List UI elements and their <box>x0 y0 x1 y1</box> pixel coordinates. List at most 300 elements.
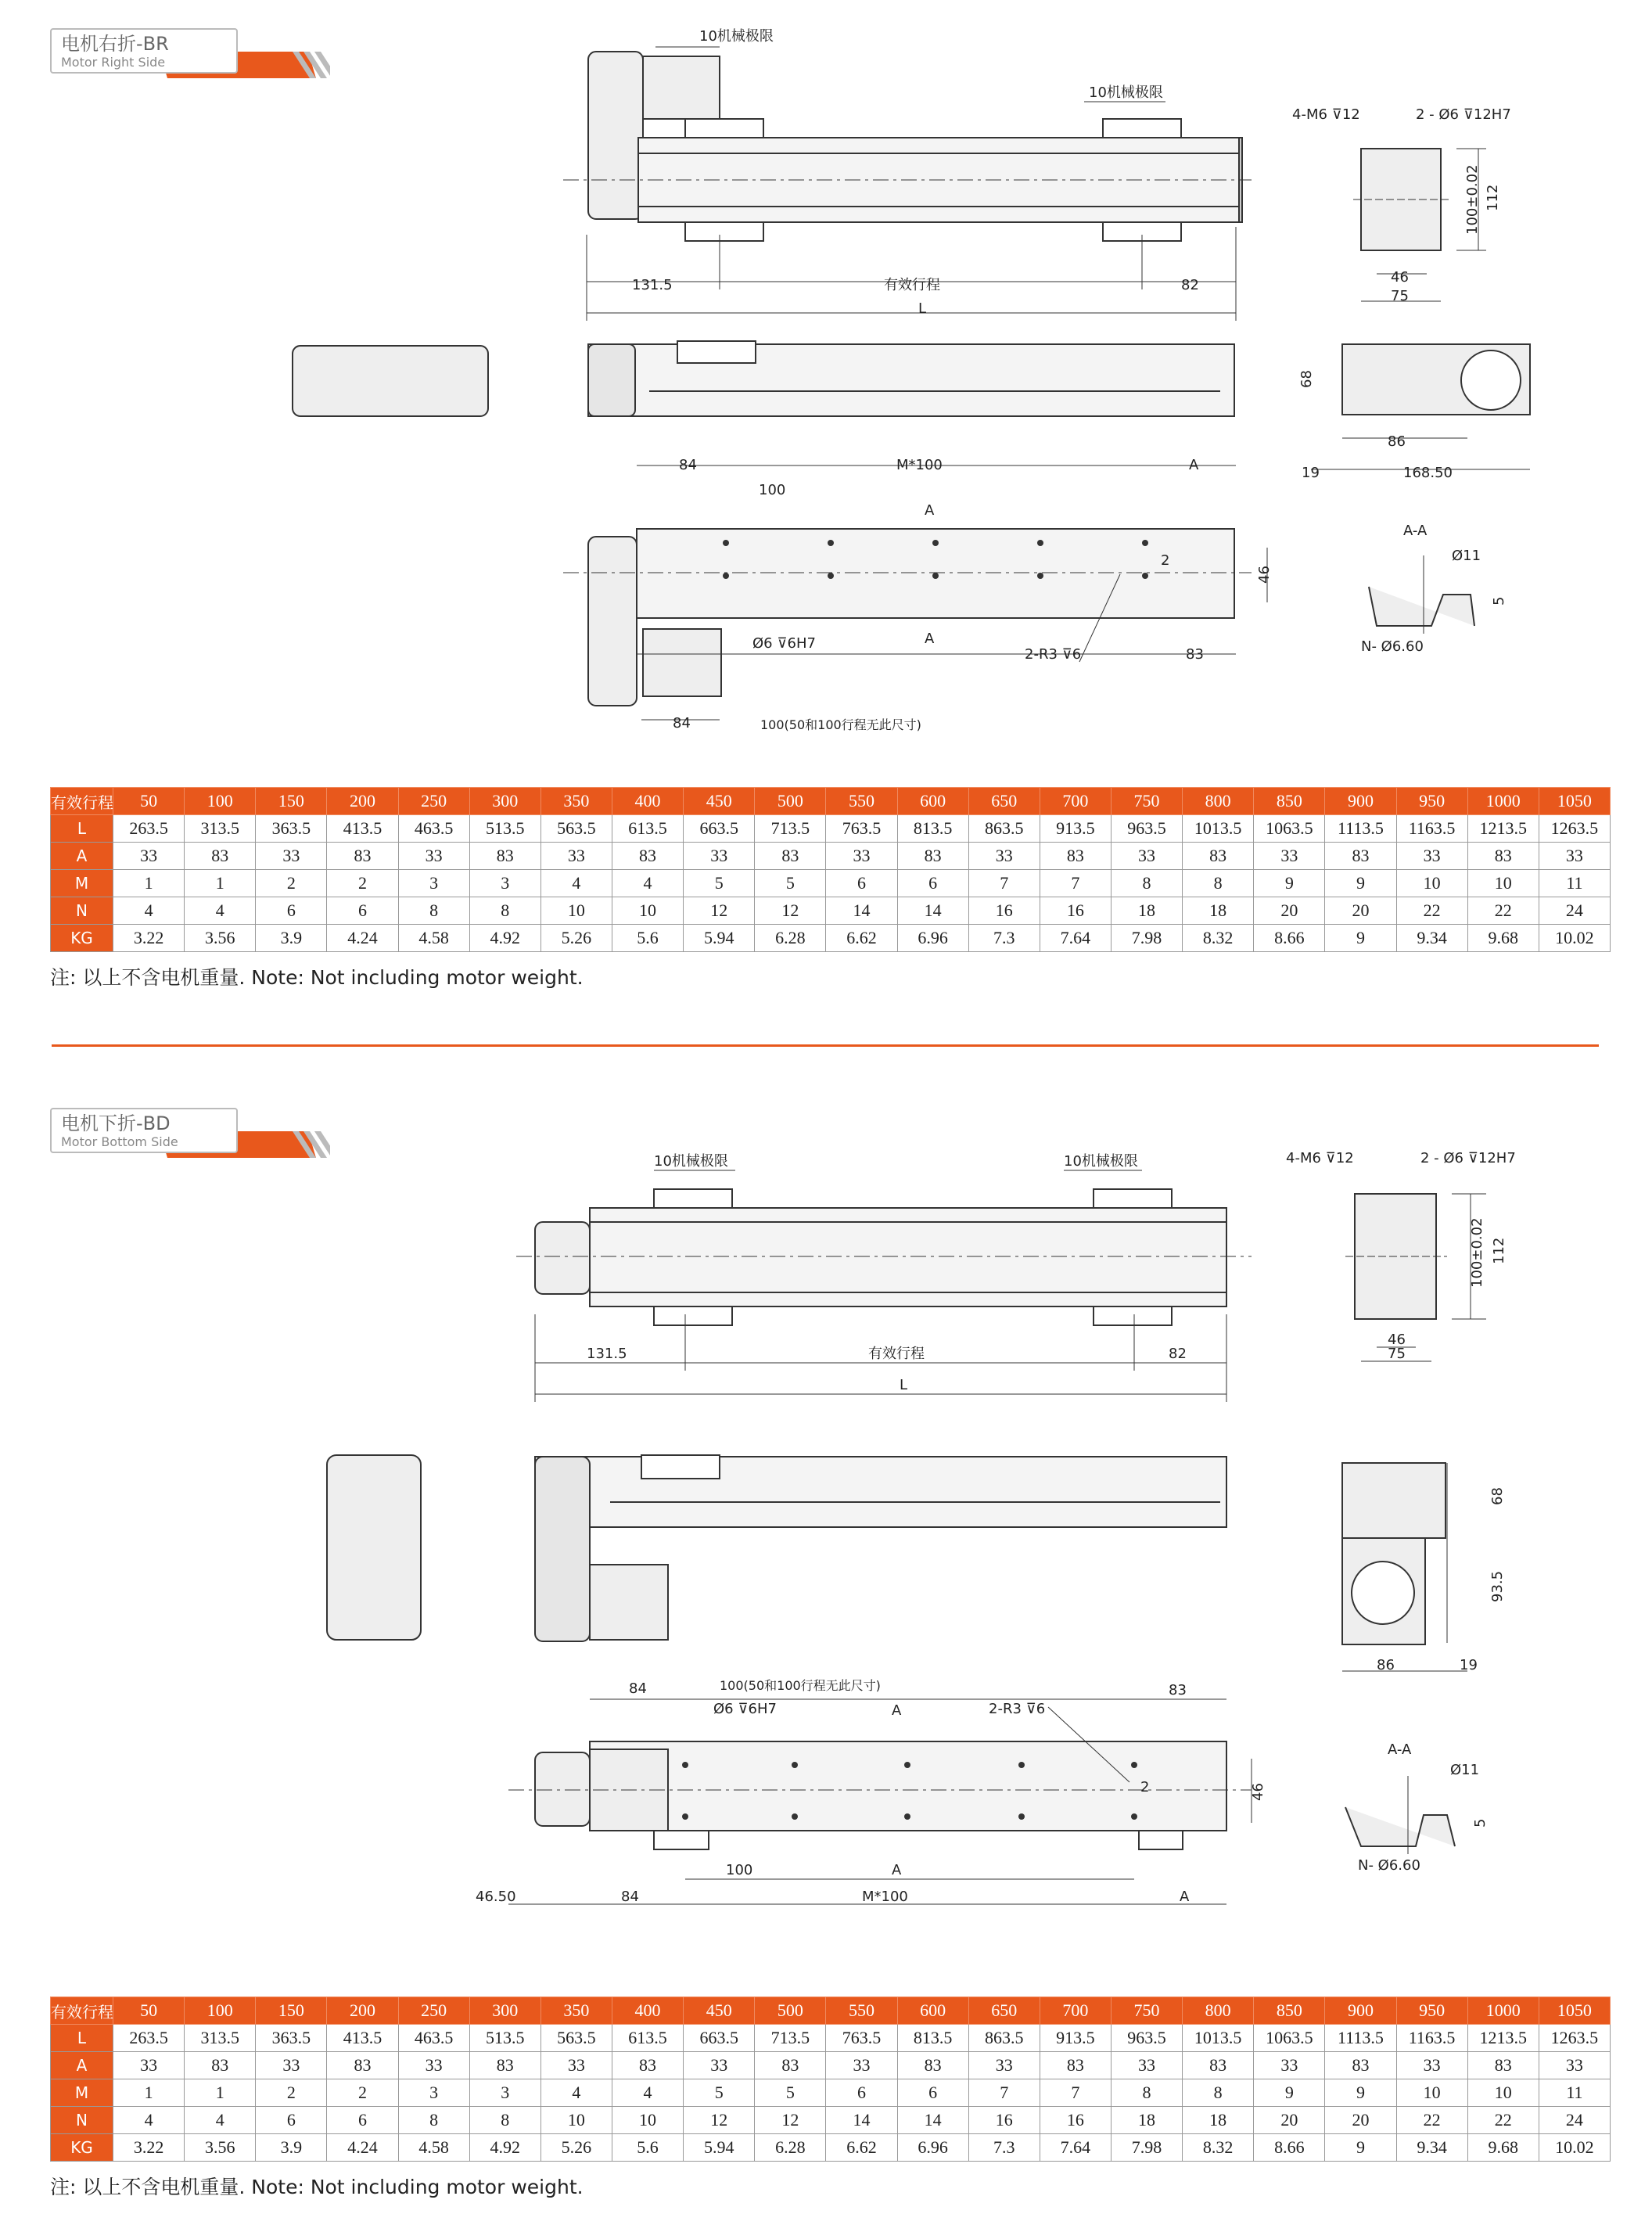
table-row <box>51 843 1611 870</box>
table-cell: 1063.5 <box>1254 2025 1325 2052</box>
table-cell: 33 <box>684 843 755 870</box>
label-m6: 4-M6 ⊽12 <box>1292 106 1360 123</box>
table-cell: 613.5 <box>612 2025 683 2052</box>
table-row-label: L <box>51 815 113 843</box>
table-cell: 7 <box>1040 870 1111 897</box>
table-cell: 83 <box>327 843 398 870</box>
table-header-stroke: 250 <box>398 1997 469 2025</box>
dim-5: 5 <box>1472 1818 1489 1828</box>
table-cell: 1113.5 <box>1325 815 1396 843</box>
dim-46: 46 <box>1391 269 1409 286</box>
table-cell: 10 <box>1396 2079 1467 2107</box>
table-cell: 7.64 <box>1040 2134 1111 2162</box>
table-cell: 7.98 <box>1111 925 1182 952</box>
table-header-stroke: 650 <box>968 788 1040 815</box>
table-cell: 713.5 <box>755 815 826 843</box>
dim-100-tol: 100±0.02 <box>1464 164 1481 235</box>
table-cell: 83 <box>1325 843 1396 870</box>
dim-86: 86 <box>1377 1657 1395 1673</box>
label-r3: 2-R3 ⊽6 <box>1025 646 1082 663</box>
table-cell: 22 <box>1467 897 1539 925</box>
table-cell: 33 <box>826 843 897 870</box>
dim-168: 168.50 <box>1403 465 1453 481</box>
table-cell: 8 <box>1111 2079 1182 2107</box>
table-cell: 8.66 <box>1254 925 1325 952</box>
table-cell: 8 <box>398 897 469 925</box>
table-cell: 33 <box>968 2052 1040 2079</box>
table-cell: 16 <box>1040 2107 1111 2134</box>
table-header-stroke: 200 <box>327 788 398 815</box>
table-cell: 24 <box>1539 2107 1610 2134</box>
drawing-br <box>0 0 1652 782</box>
table-header-stroke: 350 <box>540 788 612 815</box>
table-row <box>51 870 1611 897</box>
table-header-stroke: 300 <box>469 1997 540 2025</box>
table-cell: 4.24 <box>327 925 398 952</box>
table-cell: 9.34 <box>1396 2134 1467 2162</box>
table-cell: 1013.5 <box>1183 815 1254 843</box>
dim-93-5: 93.5 <box>1489 1570 1506 1602</box>
table-cell: 2 <box>327 2079 398 2107</box>
table-header-stroke: 500 <box>755 1997 826 2025</box>
table-cell: 9.34 <box>1396 925 1467 952</box>
table-cell: 8.32 <box>1183 2134 1254 2162</box>
table-cell: 813.5 <box>897 2025 968 2052</box>
label-aa: A-A <box>1388 1741 1412 1758</box>
table-header-row <box>51 788 1611 815</box>
table-cell: 6.62 <box>826 2134 897 2162</box>
spec-table-bd <box>50 1997 1611 2162</box>
table-cell: 5 <box>755 870 826 897</box>
table-cell: 1263.5 <box>1539 2025 1610 2052</box>
table-cell: 7.98 <box>1111 2134 1182 2162</box>
table-cell: 83 <box>612 2052 683 2079</box>
dim-2: 2 <box>1161 552 1170 569</box>
note-100: 100(50和100行程无此尺寸) <box>760 717 921 732</box>
table-cell: 5 <box>684 870 755 897</box>
table-cell: 3.22 <box>113 925 185 952</box>
table-cell: 33 <box>113 843 185 870</box>
table-header-stroke: 100 <box>185 1997 256 2025</box>
table-cell: 83 <box>327 2052 398 2079</box>
table-cell: 14 <box>897 897 968 925</box>
table-cell: 763.5 <box>826 815 897 843</box>
table-cell: 8 <box>469 897 540 925</box>
section-divider <box>52 1044 1599 1047</box>
table-header-stroke: 750 <box>1111 1997 1182 2025</box>
label-limit-right: 10机械极限 <box>1064 1153 1138 1170</box>
dim-82: 82 <box>1169 1346 1187 1362</box>
table-cell: 4 <box>612 870 683 897</box>
table-cell: 7 <box>968 870 1040 897</box>
table-cell: 83 <box>185 2052 256 2079</box>
table-cell: 3.56 <box>185 2134 256 2162</box>
table-cell: 8.66 <box>1254 2134 1325 2162</box>
table-header-stroke: 150 <box>256 1997 327 2025</box>
dim-19: 19 <box>1302 465 1320 481</box>
dim-68: 68 <box>1298 370 1315 388</box>
dim-75: 75 <box>1391 288 1409 304</box>
badge-box <box>50 1108 238 1153</box>
table-cell: 1 <box>185 870 256 897</box>
table-cell: 963.5 <box>1111 815 1182 843</box>
table-cell: 22 <box>1396 2107 1467 2134</box>
table-cell: 2 <box>327 870 398 897</box>
table-cell: 16 <box>968 897 1040 925</box>
table-cell: 863.5 <box>968 815 1040 843</box>
dim-82: 82 <box>1181 277 1199 293</box>
table-header-stroke: 400 <box>612 788 683 815</box>
table-cell: 663.5 <box>684 2025 755 2052</box>
table-header-stroke: 800 <box>1183 788 1254 815</box>
table-row-label: A <box>51 2052 113 2079</box>
table-cell: 18 <box>1183 897 1254 925</box>
dim-5: 5 <box>1491 596 1507 606</box>
table-cell: 4.24 <box>327 2134 398 2162</box>
table-header-stroke: 200 <box>327 1997 398 2025</box>
table-cell: 563.5 <box>540 2025 612 2052</box>
dim-stroke: 有效行程 <box>884 277 940 293</box>
table-cell: 463.5 <box>398 2025 469 2052</box>
dim-L: L <box>900 1377 908 1393</box>
table-cell: 3 <box>398 2079 469 2107</box>
table-cell: 263.5 <box>113 2025 185 2052</box>
table-header-stroke: 250 <box>398 788 469 815</box>
table-cell: 33 <box>1111 2052 1182 2079</box>
label-r3: 2-R3 ⊽6 <box>989 1701 1046 1717</box>
dim-19: 19 <box>1460 1657 1478 1673</box>
table-cell: 33 <box>398 843 469 870</box>
table-header-stroke: 550 <box>826 788 897 815</box>
table-cell: 363.5 <box>256 2025 327 2052</box>
table-cell: 513.5 <box>469 815 540 843</box>
table-row <box>51 2052 1611 2079</box>
table-cell: 9 <box>1254 2079 1325 2107</box>
table-cell: 2 <box>256 2079 327 2107</box>
dim-m100: M*100 <box>862 1889 908 1905</box>
table-cell: 1 <box>113 870 185 897</box>
table-cell: 10 <box>1467 2079 1539 2107</box>
table-cell: 83 <box>897 2052 968 2079</box>
table-row-label: KG <box>51 925 113 952</box>
table-cell: 22 <box>1396 897 1467 925</box>
table-cell: 9 <box>1325 870 1396 897</box>
table-cell: 33 <box>1111 843 1182 870</box>
table-cell: 1163.5 <box>1396 815 1467 843</box>
table-cell: 33 <box>113 2052 185 2079</box>
table-cell: 4 <box>612 2079 683 2107</box>
dim-83: 83 <box>1169 1682 1187 1698</box>
table-row <box>51 2134 1611 2162</box>
table-cell: 1163.5 <box>1396 2025 1467 2052</box>
table-cell: 33 <box>1254 843 1325 870</box>
table-cell: 33 <box>256 2052 327 2079</box>
table-row-label: L <box>51 2025 113 2052</box>
table-cell: 313.5 <box>185 815 256 843</box>
table-header-stroke: 350 <box>540 1997 612 2025</box>
table-cell: 18 <box>1111 2107 1182 2134</box>
table-cell: 7.3 <box>968 2134 1040 2162</box>
table-cell: 3 <box>398 870 469 897</box>
dim-A: A <box>1189 457 1199 473</box>
table-cell: 83 <box>897 843 968 870</box>
table-header-stroke: 1000 <box>1467 1997 1539 2025</box>
table-header-row <box>51 1997 1611 2025</box>
dim-86: 86 <box>1388 433 1406 450</box>
table-cell: 9 <box>1254 870 1325 897</box>
table-cell: 5.26 <box>540 925 612 952</box>
table-header-stroke: 450 <box>684 1997 755 2025</box>
table-cell: 763.5 <box>826 2025 897 2052</box>
table-row <box>51 815 1611 843</box>
table-cell: 5 <box>755 2079 826 2107</box>
table-row-label: A <box>51 843 113 870</box>
dim-46-50: 46.50 <box>476 1889 516 1905</box>
table-cell: 33 <box>968 843 1040 870</box>
table-cell: 10 <box>540 897 612 925</box>
table-cell: 14 <box>826 2107 897 2134</box>
table-cell: 5.94 <box>684 2134 755 2162</box>
table-cell: 83 <box>612 843 683 870</box>
table-cell: 83 <box>755 843 826 870</box>
table-cell: 83 <box>1325 2052 1396 2079</box>
dim-100-tol: 100±0.02 <box>1469 1217 1485 1288</box>
table-cell: 713.5 <box>755 2025 826 2052</box>
table-cell: 33 <box>540 843 612 870</box>
section-mark-a2: A <box>892 1862 902 1878</box>
table-cell: 18 <box>1183 2107 1254 2134</box>
table-cell: 33 <box>684 2052 755 2079</box>
table-cell: 18 <box>1111 897 1182 925</box>
table-cell: 413.5 <box>327 815 398 843</box>
table-cell: 20 <box>1254 897 1325 925</box>
table-cell: 83 <box>755 2052 826 2079</box>
table-cell: 20 <box>1254 2107 1325 2134</box>
dim-84b: 84 <box>673 715 691 731</box>
table-cell: 33 <box>1396 843 1467 870</box>
table-cell: 1 <box>113 2079 185 2107</box>
table-cell: 11 <box>1539 2079 1610 2107</box>
table-cell: 33 <box>540 2052 612 2079</box>
table-row <box>51 925 1611 952</box>
table-cell: 463.5 <box>398 815 469 843</box>
section-mark-a1: A <box>925 502 935 519</box>
drawing-bd <box>0 1095 1652 1987</box>
table-cell: 913.5 <box>1040 2025 1111 2052</box>
table-cell: 10.02 <box>1539 2134 1610 2162</box>
table-cell: 6.96 <box>897 2134 968 2162</box>
table-cell: 7 <box>1040 2079 1111 2107</box>
dim-131: 131.5 <box>587 1346 627 1362</box>
table-cell: 33 <box>826 2052 897 2079</box>
table-cell: 6.28 <box>755 925 826 952</box>
table-row-label: KG <box>51 2134 113 2162</box>
table-cell: 9.68 <box>1467 2134 1539 2162</box>
dim-2: 2 <box>1140 1779 1150 1795</box>
table-cell: 6.28 <box>755 2134 826 2162</box>
note-bd: 注: 以上不含电机重量. Note: Not including motor weight. <box>50 2176 584 2198</box>
table-cell: 83 <box>185 843 256 870</box>
table-header-label: 有效行程 <box>51 788 113 815</box>
label-n660: N- Ø6.60 <box>1361 638 1424 655</box>
table-cell: 313.5 <box>185 2025 256 2052</box>
table-header-stroke: 600 <box>897 1997 968 2025</box>
table-cell: 33 <box>1539 843 1610 870</box>
label-limit-left: 10机械极限 <box>699 28 774 45</box>
table-cell: 4 <box>185 2107 256 2134</box>
section-mark-a1: A <box>892 1702 902 1719</box>
table-cell: 3 <box>469 870 540 897</box>
dim-46: 46 <box>1388 1332 1406 1348</box>
table-cell: 8.32 <box>1183 925 1254 952</box>
label-aa: A-A <box>1403 523 1428 539</box>
table-cell: 6.62 <box>826 925 897 952</box>
table-header-stroke: 950 <box>1396 788 1467 815</box>
dim-84b: 84 <box>621 1889 639 1905</box>
label-hole: Ø6 ⊽6H7 <box>752 635 816 652</box>
label-pin: 2 - Ø6 ⊽12H7 <box>1420 1150 1516 1166</box>
table-cell: 6.96 <box>897 925 968 952</box>
table-cell: 83 <box>1183 2052 1254 2079</box>
table-cell: 4.92 <box>469 925 540 952</box>
dim-83: 83 <box>1186 646 1204 663</box>
table-cell: 4.58 <box>398 2134 469 2162</box>
table-cell: 12 <box>684 897 755 925</box>
table-row <box>51 2025 1611 2052</box>
table-cell: 33 <box>1254 2052 1325 2079</box>
table-header-stroke: 400 <box>612 1997 683 2025</box>
table-header-stroke: 700 <box>1040 1997 1111 2025</box>
table-cell: 8 <box>1183 870 1254 897</box>
table-row-label: N <box>51 897 113 925</box>
table-cell: 613.5 <box>612 815 683 843</box>
table-cell: 913.5 <box>1040 815 1111 843</box>
table-cell: 3.9 <box>256 2134 327 2162</box>
table-header-stroke: 800 <box>1183 1997 1254 2025</box>
table-cell: 83 <box>1183 843 1254 870</box>
table-cell: 11 <box>1539 870 1610 897</box>
table-cell: 5 <box>684 2079 755 2107</box>
table-header-stroke: 1050 <box>1539 1997 1610 2025</box>
table-row-label: M <box>51 870 113 897</box>
table-cell: 20 <box>1325 2107 1396 2134</box>
table-row <box>51 2079 1611 2107</box>
table-header-label: 有效行程 <box>51 1997 113 2025</box>
table-cell: 14 <box>897 2107 968 2134</box>
table-row <box>51 897 1611 925</box>
dim-46b: 46 <box>1250 1783 1266 1801</box>
table-cell: 6 <box>826 2079 897 2107</box>
table-cell: 3.22 <box>113 2134 185 2162</box>
table-cell: 12 <box>755 2107 826 2134</box>
table-cell: 3.56 <box>185 925 256 952</box>
table-cell: 83 <box>1040 843 1111 870</box>
table-cell: 33 <box>256 843 327 870</box>
table-header-stroke: 300 <box>469 788 540 815</box>
label-phi11: Ø11 <box>1452 548 1481 564</box>
table-cell: 1013.5 <box>1183 2025 1254 2052</box>
dim-68: 68 <box>1489 1487 1506 1505</box>
table-header-stroke: 600 <box>897 788 968 815</box>
table-cell: 10.02 <box>1539 925 1610 952</box>
table-cell: 7.64 <box>1040 925 1111 952</box>
table-cell: 4 <box>540 2079 612 2107</box>
table-cell: 9 <box>1325 2079 1396 2107</box>
table-cell: 83 <box>469 843 540 870</box>
table-cell: 263.5 <box>113 815 185 843</box>
label-limit-right: 10机械极限 <box>1089 84 1163 101</box>
table-cell: 83 <box>1040 2052 1111 2079</box>
table-cell: 5.6 <box>612 925 683 952</box>
table-cell: 4 <box>113 2107 185 2134</box>
table-cell: 813.5 <box>897 815 968 843</box>
section-title: 电机下折-BD <box>61 1112 171 1134</box>
table-header-stroke: 700 <box>1040 788 1111 815</box>
table-cell: 10 <box>1467 870 1539 897</box>
table-header-stroke: 850 <box>1254 788 1325 815</box>
label-m6: 4-M6 ⊽12 <box>1286 1150 1354 1166</box>
table-cell: 5.94 <box>684 925 755 952</box>
table-cell: 3 <box>469 2079 540 2107</box>
table-cell: 22 <box>1467 2107 1539 2134</box>
table-cell: 83 <box>1467 843 1539 870</box>
table-header-stroke: 100 <box>185 788 256 815</box>
table-cell: 863.5 <box>968 2025 1040 2052</box>
section-subtitle: Motor Right Side <box>61 55 166 70</box>
spec-table-br <box>50 787 1611 952</box>
table-cell: 8 <box>1183 2079 1254 2107</box>
table-cell: 10 <box>612 897 683 925</box>
section-mark-a2: A <box>925 631 935 647</box>
note-br: 注: 以上不含电机重量. Note: Not including motor weight. <box>50 966 584 989</box>
table-cell: 1 <box>185 2079 256 2107</box>
table-cell: 5.26 <box>540 2134 612 2162</box>
table-cell: 1213.5 <box>1467 2025 1539 2052</box>
table-cell: 14 <box>826 897 897 925</box>
table-cell: 3.9 <box>256 925 327 952</box>
table-header-stroke: 450 <box>684 788 755 815</box>
table-cell: 513.5 <box>469 2025 540 2052</box>
table-cell: 1063.5 <box>1254 815 1325 843</box>
table-header-stroke: 1000 <box>1467 788 1539 815</box>
dim-100: 100 <box>726 1862 753 1878</box>
dim-84: 84 <box>629 1680 647 1697</box>
table-cell: 83 <box>469 2052 540 2079</box>
table-cell: 10 <box>540 2107 612 2134</box>
table-header-stroke: 750 <box>1111 788 1182 815</box>
table-cell: 1263.5 <box>1539 815 1610 843</box>
table-row <box>51 2107 1611 2134</box>
table-row-label: M <box>51 2079 113 2107</box>
table-cell: 7.3 <box>968 925 1040 952</box>
dim-46b: 46 <box>1256 566 1273 584</box>
dim-A: A <box>1180 1889 1190 1905</box>
table-cell: 6 <box>256 2107 327 2134</box>
section-title: 电机右折-BR <box>61 33 169 55</box>
table-cell: 16 <box>1040 897 1111 925</box>
dim-112: 112 <box>1485 184 1501 211</box>
table-cell: 4 <box>113 897 185 925</box>
table-cell: 6 <box>327 2107 398 2134</box>
table-cell: 6 <box>256 897 327 925</box>
table-cell: 9 <box>1325 925 1396 952</box>
label-n660: N- Ø6.60 <box>1358 1857 1420 1874</box>
table-cell: 16 <box>968 2107 1040 2134</box>
table-header-stroke: 650 <box>968 1997 1040 2025</box>
section-subtitle: Motor Bottom Side <box>61 1134 178 1149</box>
table-cell: 24 <box>1539 897 1610 925</box>
badge-box <box>50 28 238 74</box>
